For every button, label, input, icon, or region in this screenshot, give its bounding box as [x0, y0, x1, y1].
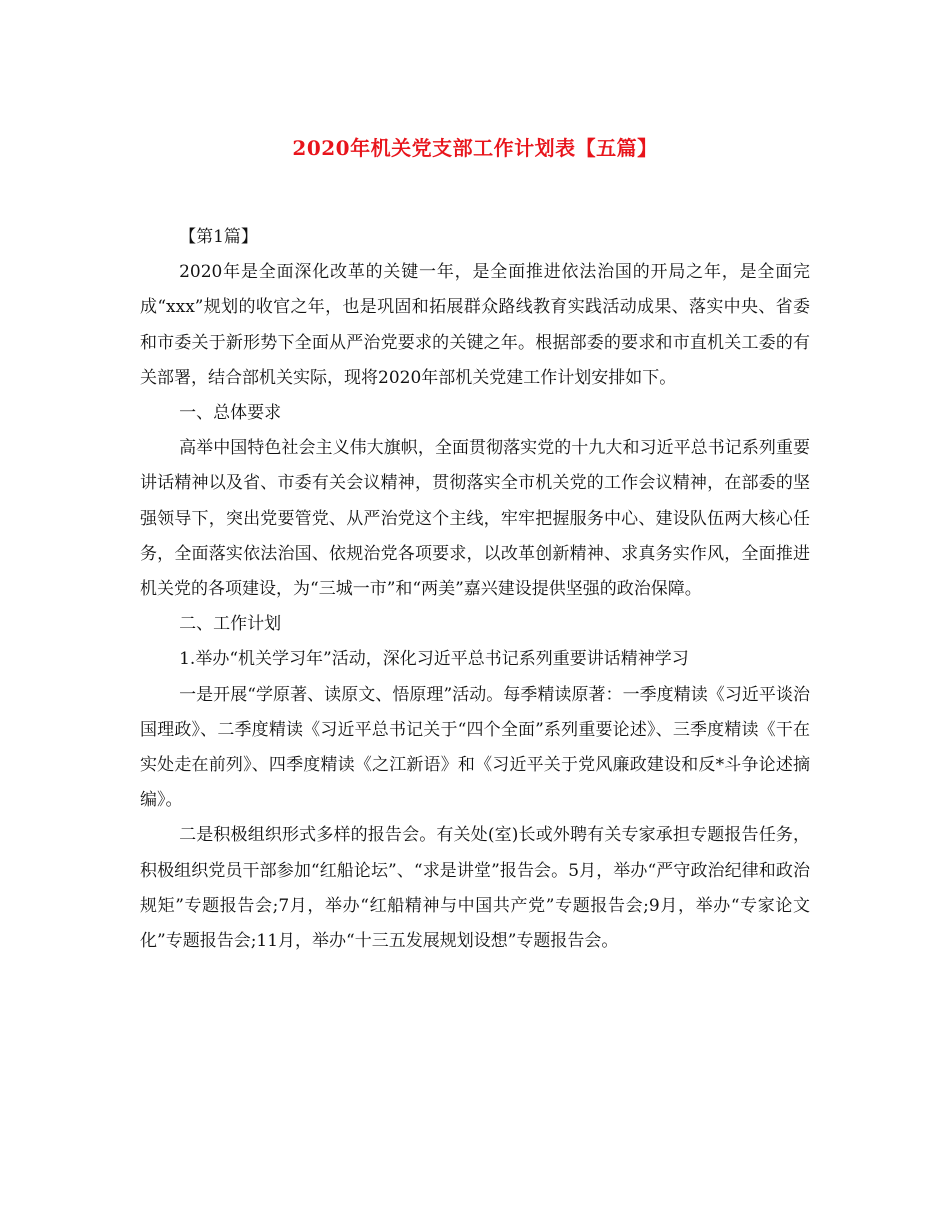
section-heading-work-plan: 二、工作计划 — [179, 614, 282, 635]
document-body — [140, 220, 810, 959]
section-label: 【第1篇】 — [179, 227, 258, 247]
intro-paragraph: 2020年是全面深化改革的关键一年，是全面推进依法治国的开局之年，是全面完成“xxx”规划的收官之年，也是巩固和拓展群众路线教育实践活动成果、落实中央、省委和市委关于新形势下全面从严治党要求的关键之年。根据部委的要求和市直机关工委的有关部署，结合部机关实际，现将2020年部机关党建工作计划安排如下。 — [140, 262, 810, 388]
work-plan-paragraph-1: 一是开展“学原著、读原文、悟原理”活动。每季精读原著：一季度精读《习近平谈治国理政》、二季度精读《习近平总书记关于“四个全面”系列重要论述》、三季度精读《干在实处走在前列》、四季度精读《之江新语》和《习近平关于党风廉政建设和反*斗争论述摘编》。 — [140, 684, 810, 811]
section-heading-general-requirements: 一、总体要求 — [179, 403, 282, 424]
document-title: 2020年机关党支部工作计划表【五篇】 — [292, 136, 658, 160]
work-plan-paragraph-2: 二是积极组织形式多样的报告会。有关处(室)长或外聘有关专家承担专题报告任务，积极组织党员干部参加“红船论坛”、“求是讲堂”报告会。5月，举办“严守政治纪律和政治规矩”专题报告会;7月，举办“红船精神与中国共产党”专题报告会;9月，举办“专家论文化”专题报告会;11月，举办“十三五发展规划设想”专题报告会。 — [140, 825, 810, 952]
general-requirements-paragraph: 高举中国特色社会主义伟大旗帜，全面贯彻落实党的十九大和习近平总书记系列重要讲话精神以及省、市委有关会议精神，贯彻落实全市机关党的工作会议精神，在部委的坚强领导下，突出党要管党、从严治党这个主线，牢牢把握服务中心、建设队伍两大核心任务，全面落实依法治国、依规治党各项要求，以改革创新精神、求真务实作风，全面推进机关党的各项建设，为“三城一市”和“两美”嘉兴建设提供坚强的政治保障。 — [140, 438, 810, 600]
work-plan-item-heading: 1.举办“机关学习年”活动，深化习近平总书记系列重要讲话精神学习 — [179, 649, 689, 670]
